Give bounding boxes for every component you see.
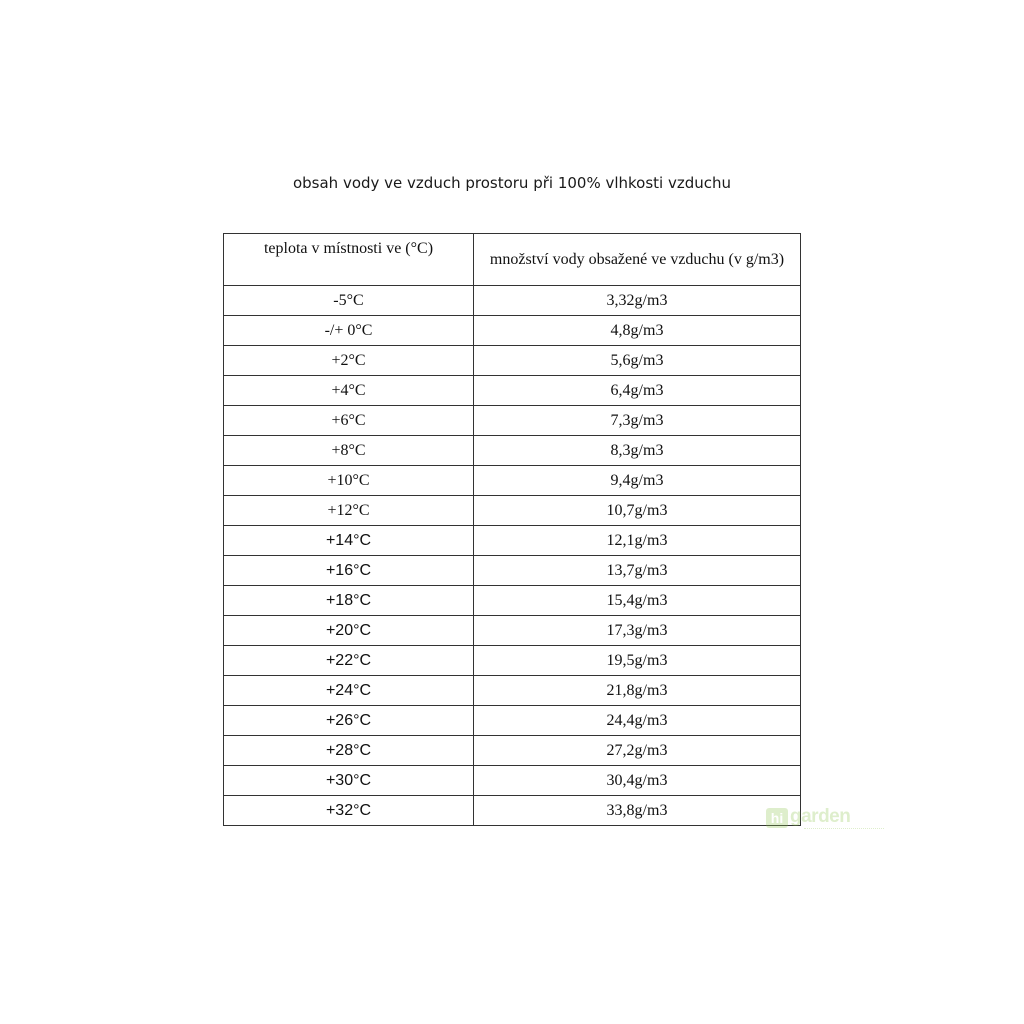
water-amount-cell: 7,3g/m3 — [474, 406, 801, 436]
table-row — [224, 496, 801, 526]
water-amount-cell: 19,5g/m3 — [474, 646, 801, 676]
water-amount-cell: 12,1g/m3 — [474, 526, 801, 556]
temperature-cell: +16°C — [224, 556, 474, 586]
table-row — [224, 796, 801, 826]
water-amount-cell: 3,32g/m3 — [474, 286, 801, 316]
water-amount-cell: 9,4g/m3 — [474, 466, 801, 496]
header-water-amount: množství vody obsažené ve vzduchu (v g/m3) — [474, 234, 801, 286]
temperature-cell: +30°C — [224, 766, 474, 796]
table-header-row — [224, 234, 801, 286]
water-amount-cell: 27,2g/m3 — [474, 736, 801, 766]
water-amount-cell: 21,8g/m3 — [474, 676, 801, 706]
table-caption: obsah vody ve vzduch prostoru při 100% vlhkosti vzduchu — [292, 174, 732, 192]
table-row — [224, 736, 801, 766]
header-temperature: teplota v místnosti ve (°C) — [224, 234, 474, 286]
table-row — [224, 586, 801, 616]
temperature-cell: +10°C — [224, 466, 474, 496]
table-row — [224, 616, 801, 646]
water-amount-cell: 4,8g/m3 — [474, 316, 801, 346]
temperature-cell: +2°C — [224, 346, 474, 376]
water-amount-cell: 30,4g/m3 — [474, 766, 801, 796]
table-row — [224, 376, 801, 406]
watermark-logo-box: hi — [766, 808, 788, 828]
table-row — [224, 646, 801, 676]
temperature-cell: +6°C — [224, 406, 474, 436]
table-row — [224, 766, 801, 796]
water-amount-cell: 15,4g/m3 — [474, 586, 801, 616]
temperature-cell: -5°C — [224, 286, 474, 316]
temperature-cell: +28°C — [224, 736, 474, 766]
temperature-cell: +20°C — [224, 616, 474, 646]
temperature-cell: -/+ 0°C — [224, 316, 474, 346]
temperature-cell: +12°C — [224, 496, 474, 526]
temperature-cell: +24°C — [224, 676, 474, 706]
water-amount-cell: 6,4g/m3 — [474, 376, 801, 406]
water-content-table — [223, 233, 801, 826]
table-row — [224, 556, 801, 586]
table-row — [224, 406, 801, 436]
water-amount-cell: 5,6g/m3 — [474, 346, 801, 376]
watermark-underline — [804, 828, 884, 832]
water-amount-cell: 13,7g/m3 — [474, 556, 801, 586]
watermark-logo-word: garden — [790, 806, 851, 827]
table-row — [224, 436, 801, 466]
table-row — [224, 676, 801, 706]
water-amount-cell: 24,4g/m3 — [474, 706, 801, 736]
temperature-cell: +26°C — [224, 706, 474, 736]
temperature-cell: +18°C — [224, 586, 474, 616]
table-row — [224, 526, 801, 556]
table-row — [224, 286, 801, 316]
temperature-cell: +22°C — [224, 646, 474, 676]
temperature-cell: +14°C — [224, 526, 474, 556]
water-amount-cell: 10,7g/m3 — [474, 496, 801, 526]
table-row — [224, 466, 801, 496]
table-row — [224, 706, 801, 736]
temperature-cell: +4°C — [224, 376, 474, 406]
table-row — [224, 346, 801, 376]
water-amount-cell: 17,3g/m3 — [474, 616, 801, 646]
temperature-cell: +8°C — [224, 436, 474, 466]
table-row — [224, 316, 801, 346]
water-amount-cell: 33,8g/m3 — [474, 796, 801, 826]
temperature-cell: +32°C — [224, 796, 474, 826]
watermark-logo — [766, 806, 876, 836]
water-amount-cell: 8,3g/m3 — [474, 436, 801, 466]
